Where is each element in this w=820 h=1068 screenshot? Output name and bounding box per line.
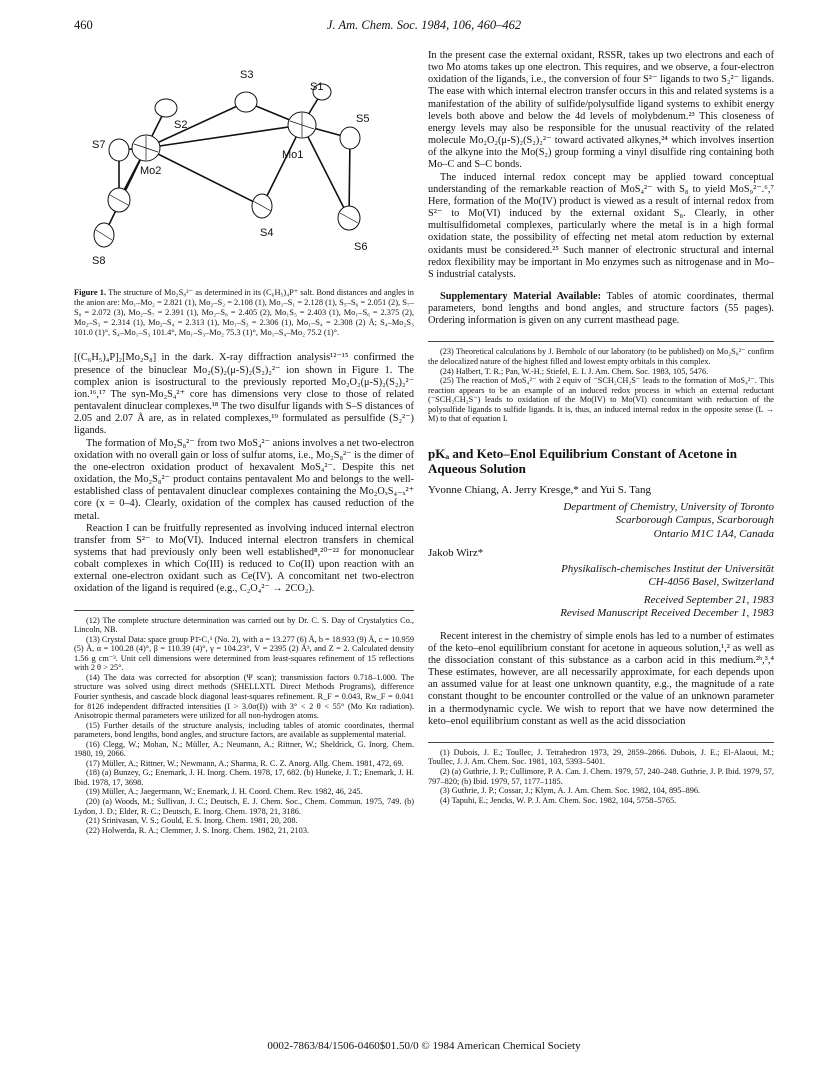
affiliation-line: Physikalisch-chemisches Institut der Universität [561, 563, 774, 576]
left-footnotes [74, 616, 414, 836]
footnote: (12) The complete structure determination was carried out by Dr. C. S. Day of Crystalytics Co., Lincoln, NB. [74, 615, 414, 635]
received-date: Received September 21, 1983 [643, 593, 774, 606]
article-author-2: Jakob Wirz* [428, 547, 484, 560]
footnote: (23) Theoretical calculations by J. Bernholc of our laboratory (to be published) on Mo₂S₈²⁻ confirm the delocalized nature of the highest filled and lowest empty orbitals in this complex. [428, 347, 774, 366]
atom-label-mo2: Mo2 [140, 165, 162, 177]
affiliation-line: Ontario M1C 1A4, Canada [653, 527, 774, 540]
page-footer: 0002-7863/84/1506-0460$01.50/0 © 1984 American Chemical Society [267, 1040, 581, 1052]
footnote: (18) (a) Bunzey, G.; Enemark, J. H. Inorg. Chem. 1978, 17, 682. (b) Huneke, J. T.; Enemark, J. H. Ibid. 1978, 17, 3698. [74, 768, 414, 787]
atom-label-s6: S6 [354, 241, 368, 253]
figure-1 [74, 50, 414, 282]
atom-label-s5: S5 [356, 113, 370, 125]
article-authors: Yvonne Chiang, A. Jerry Kresge,* and Yui S. Tang [428, 483, 651, 496]
footnote-divider [74, 610, 414, 611]
right-footnotes-bottom [428, 748, 774, 805]
supplementary-heading: Supplementary Material Available: [440, 290, 602, 302]
footnote: (21) Srinivasan, V. S.; Gould, E. S. Inorg. Chem. 1981, 20, 208. [86, 816, 298, 826]
caption-label: Figure 1. [74, 288, 107, 297]
affiliation-2 [428, 563, 774, 590]
body-paragraph: The induced internal redox concept may be applied toward conceptual understanding of the remarkable reaction of MoS₄²⁻ with S₈ to yield MoS₉²⁻.⁶,⁷ Here, formation of the Mo(IV) product is viewed as a result of internal redox from S²⁻ to Mo(VI) induced by the external oxidant S₈. Clearly, in other multisulfidometal complexes, particularly where the metal is in a high formal oxidation state, the possibility of effecting net metal atom reduction by external oxidants must be considered.²⁵ Such manner of electronic structural and internal redox flexibility may be important in Mo enzymes such as nitrogenase and in Mo–S industrial catalysts. [428, 171, 774, 280]
footnote: (22) Holwerda, R. A.; Clemmer, J. S. Inorg. Chem. 1982, 21, 2103. [86, 825, 310, 835]
supplementary-text: Tables of atomic coordinates, thermal parameters, bond lengths and bond angles, and structure factors (55 pages). Ordering information is given on any current masthead page. [428, 290, 774, 327]
footnote: (1) Dubois, J. E.; Toullec, J. Tetrahedron 1973, 29, 2859–2866. Dubois, J. E.; El-Alaoui, M.; Toullec, J. J. Am. Chem. Soc. 1981, 103, 5393–5401. [428, 747, 774, 767]
body-paragraph: [(C₆H₅)₄P]₂[Mo₂S₈] in the dark. X-ray diffraction analysis¹²⁻¹⁵ confirmed the presence of the binuclear Mo₂(S)₂(μ-S)₂(S₂)₂²⁻ ion shown in Figure 1. The complex anion is isostructural to the previously reported Mo₂O₂(μ-S)₂(S₂)₂²⁻ ion.¹⁶,¹⁷ The syn-Mo₂S₄²⁺ core has dimensions very close to those of related pentavalent dinuclear complexes.¹⁸ The two disulfur ligands with S–S distances of 2.05 and 2.07 Å are, as in related complexes,¹⁹ formulated as persulfide (S₂²⁻) ligands. [74, 352, 414, 437]
caption-text: The structure of Mo₂S₈²⁻ as determined in its (C₆H₅)₄P⁺ salt. Bond distances and angles in the anion are: Mo₁–Mo₂ = 2.821 (1), Mo₂–S₂ = 2.108 (1), Mo₁–S₁ = 2.128 (1), S₅–S₆ = 2.051 (2), S₇–S₈ = 2.072 (3), Mo₂–S₇ = 2.391 (1), Mo₂–S₈ = 2.405 (2), Mo₁S₅ = 2.403 (1), Mo₁–S₆ = 2.375 (2), Mo₂–S₃ = 2.314 (1), Mo₂–S₄ = 2.313 (1), Mo₁–S₃ = 2.306 (1), Mo₁–S₄ = 2.308 (2) Å; S₄–Mo₂S₃ 101.0 (1)°, S₄–Mo₁–S₃ 101.4°, Mo₁–S₃–Mo₂ 75.3 (1)°, Mo₁–S₄–Mo₂ 75.2 (1)°. [74, 288, 414, 338]
molecular-structure-drawing [74, 50, 414, 282]
footnote: (13) Crystal Data: space group P1̄-C₁¹ (No. 2), with a = 13.277 (6) Å, b = 18.933 (9) Å, c = 10.959 (5) Å, α = 100.28 (4)°, β = 110.39 (4)°, γ = 104.23°, V = 2395 (2) Å³, and Z = 2. Calculated density 1.56 g cm⁻³. Unit cell dimensions were determined from least-squares refinement of 15 reflections with 2 θ > 25°. [74, 634, 414, 673]
atom-label-mo1: Mo1 [282, 149, 304, 161]
footnote: (4) Tapuhi, E.; Jencks, W. P. J. Am. Chem. Soc. 1982, 104, 5758–5765. [440, 795, 677, 805]
right-body-text [428, 50, 774, 281]
footnote: (24) Halbert, T. R.; Pan, W.-H.; Stiefel, E. I. J. Am. Chem. Soc. 1983, 105, 5476. [440, 366, 709, 376]
article-title: pKₐ and Keto–Enol Equilibrium Constant of Acetone in Aqueous Solution [428, 445, 737, 476]
body-paragraph: Reaction I can be fruitfully represented as involving induced internal electron transfer from S²⁻ to Mo(VI). Induced internal electron transfers in chemical systems that had previously only been well established⁸,²⁰⁻²² for mononuclear cobalt complexes in which Co(III) is reduced to Co(II) upon reaction with an external one-electron oxidant such as Ce(IV). A concomitant net two-electron oxidation of the ligand is required (e.g., C₂O₄²⁻ → 2CO₂). [74, 522, 414, 595]
figure-caption [74, 288, 414, 338]
footnote: (15) Further details of the structure analysis, including tables of atomic coordinates, thermal parameters, bond lengths, bond angles, and structure factors, are available as supplemental material. [74, 720, 414, 740]
manuscript-dates [428, 594, 774, 621]
footnote: (2) (a) Guthrie, J. P.; Cullimore, P. A. Can. J. Chem. 1979, 57, 240–248. Guthrie, J. P. Ibid. 1979, 57, 797–820; (b) Ibid. 1979, 57, 1177–1185. [428, 767, 774, 786]
article-body [428, 631, 774, 728]
footnote: (3) Guthrie, J. P.; Cossar, J.; Klym, A. J. Am. Chem. Soc. 1982, 104, 895–896. [440, 786, 701, 796]
footnote-divider [428, 742, 774, 743]
atom-label-s3: S3 [240, 69, 254, 81]
atom-label-s2: S2 [174, 119, 188, 131]
supplementary-material [428, 291, 774, 327]
affiliation-line: CH-4056 Basel, Switzerland [648, 576, 774, 589]
affiliation-1 [428, 501, 774, 541]
affiliation-line: Department of Chemistry, University of Toronto [563, 500, 774, 513]
footnote: (16) Clegg, W.; Mohan, N.; Müller, A.; Neumann, A.; Rittner, W.; Sheldrick, G. Inorg. Chem. 1980, 19, 2066. [74, 739, 414, 759]
footnote: (19) Müller, A.; Jaegermann, W.; Enemark, J. H. Coord. Chem. Rev. 1982, 46, 245. [86, 787, 363, 797]
atom-label-s7: S7 [92, 139, 106, 151]
footnote: (20) (a) Woods, M.; Sullivan, J. C.; Deutsch, E. J. Chem. Soc., Chem. Commun. 1975, 749. (b) Lydon, J. D.; Elder, R. C.; Deutsch, E. Inorg. Chem. 1978, 21, 3186. [74, 796, 414, 816]
journal-citation: J. Am. Chem. Soc. 1984, 106, 460–462 [326, 18, 522, 32]
supplementary-paragraph [428, 291, 774, 327]
affiliation-line: Scarborough Campus, Scarborough [615, 514, 774, 527]
atom-label-s1: S1 [310, 81, 324, 93]
revised-date: Revised Manuscript Received December 1, 1983 [560, 607, 774, 620]
page-number: 460 [74, 18, 93, 32]
right-column [428, 50, 774, 1035]
body-paragraph: The formation of Mo₂S₈²⁻ from two MoS₄²⁻ anions involves a net two-electron oxidation with no overall gain or loss of sulfur atoms, i.e., Mo₂S₈²⁻ is the dimer of the one-electron oxidation product of hexavalent MoS₄²⁻. Despite this net oxidation, the Mo₂S₈²⁻ product contains pentavalent Mo and belongs to the well-established class of pentavalent dinuclear complexes containing the Mo₂OₓS₄₋ₓ²⁺ core (x = 0–4). Clearly, oxidation of the complex has caused reduction of the metal. [74, 437, 414, 522]
left-body-text [74, 352, 414, 595]
left-column [74, 50, 414, 1035]
page-header [74, 18, 774, 34]
atom-label-s4: S4 [260, 227, 274, 239]
footnote: (25) The reaction of MoS₄²⁻ with 2 equiv of ⁻SCH₂CH₂S⁻ leads to the formation of MoS₄²⁻. This reaction appears to be an example of an induced redox process in which an external reductant (⁻SCH₂CH₂S⁻) leads to oxidation of the Mo(IV) to Mo(VI) concomitant with reduction of the polysulfide ligands to sulfide ligands. It is, thus, an induced internal redox in the opposite sense (L → M) to that of equation I. [428, 376, 774, 424]
atom-label-s8: S8 [92, 255, 106, 267]
right-footnotes-top [428, 347, 774, 423]
footnote: (14) The data was corrected for absorption (Ψ scan); transmission factors 0.718–1.000. The structure was solved using direct methods (SHELLXTL Direct Methods Programs), difference Fourier synthesis, and cascade block diagonal least-squares refinement. R_F = 0.043, Rw_F = 0.041 for 8126 independent diffracted intensities (I > 3.0σ(I)) with 3° < 2 θ < 55° (Mo Kα radiation). Anisotropic thermal parameters were utilized for all non-hydrogen atoms. [74, 672, 414, 721]
footnote-divider [428, 341, 774, 342]
body-paragraph: Recent interest in the chemistry of simple enols has led to a number of estimates of the keto–enol equilibrium constant for acetone in aqueous solution,¹,² as well as the dissociation constant of this substance as a carbon acid in this medium.²ᵇ,³,⁴ These estimates, however, are all necessarily approximate, for each depends upon an assumed value for at least one unknown quantity, e.g., the magnitude of a rate constant thought to be encounter controlled or the value of an unknown parameter in a thermodynamic cycle. We wish to report that we have now determined the keto–enol equilibrium constant as well as the acid dissociation [428, 630, 774, 727]
footnote: (17) Müller, A.; Rittner, W.; Newmann, A.; Sharma, R. C. Z. Anorg. Allg. Chem. 1981, 472, 69. [86, 758, 404, 768]
body-paragraph: In the present case the external oxidant, RSSR, takes up two electrons and each of two Mo atoms takes up one electron. This requires, and we observe, a four-electron oxidation of the ligands, i.e., the conversion of four S²⁻ ligands to two S₂²⁻ ligands. The ease with which internal electron transfer occurs in this and related systems is a manifestation of the ability of sulfide/polysulfide ligand systems to exhibit energy levels both above and below the 4d levels of molybdenum.²³ This closeness of energy levels may also be responsible for the unusual reactivity of the related molecule Mo₂O₂(μ-S)₂(S₂)₂²⁻ toward activated alkynes,²⁴ which involves insertion of the alkyne into the Mo(S₂) group forming a vinyl disulfide ring containing both Mo–C and S–C bonds. [428, 50, 774, 171]
